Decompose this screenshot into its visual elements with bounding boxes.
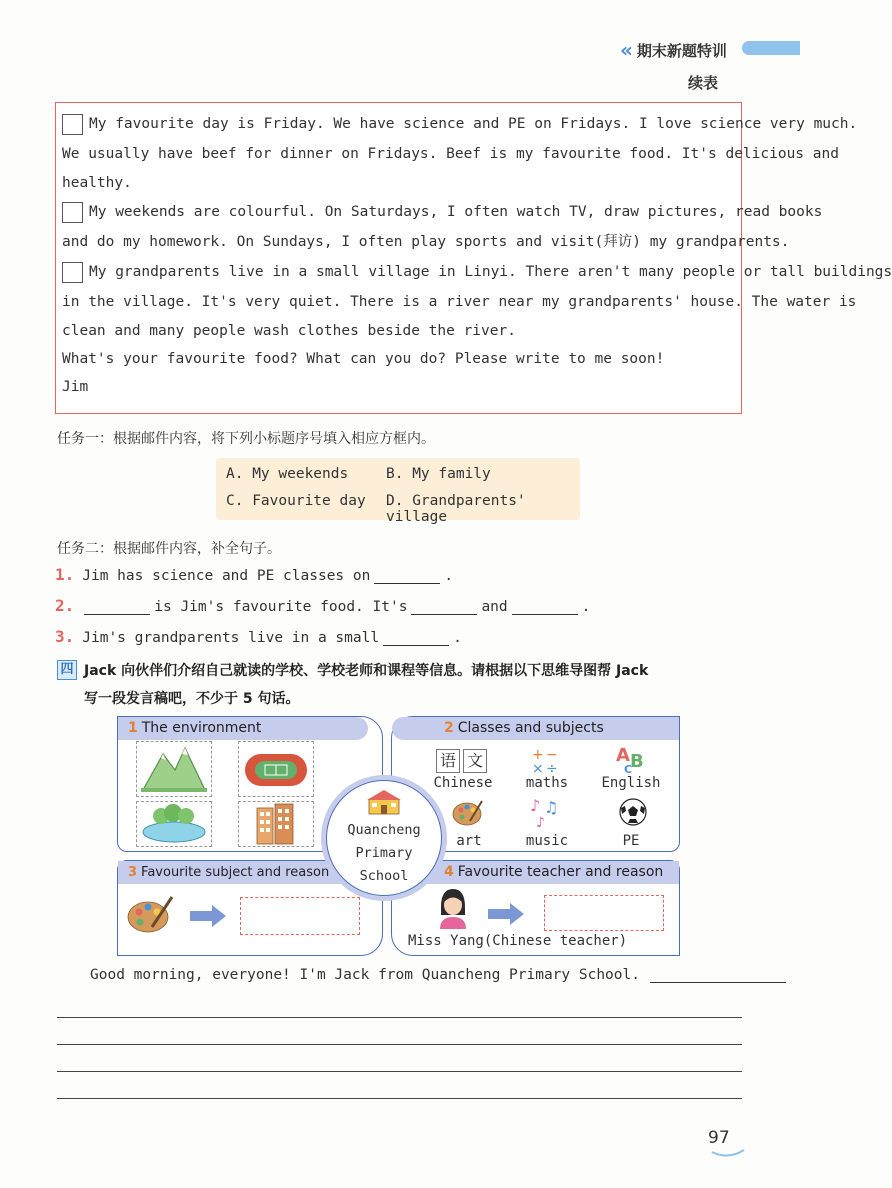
letter-line: My favourite day is Friday. We have science and PE on Fridays. I love science very much. (62, 109, 735, 139)
svg-text:+: + (532, 747, 544, 763)
heading-answer-box-3[interactable] (62, 262, 83, 283)
section-title: 期末新题特训 (636, 41, 727, 60)
school-center-node: Quancheng Primary School (326, 780, 442, 896)
email-letter-box (55, 102, 892, 414)
section4-instruction-line2: 写一段发言稿吧，不少于 5 句话。 (84, 691, 300, 707)
pond-picture (136, 801, 212, 847)
mountain-picture (136, 741, 212, 797)
panel-favourite-teacher: 4 Favourite teacher and reason Miss Yang(Chinese teacher) (391, 860, 680, 956)
writing-opening-line: Good morning, everyone! I'm Jack from Quancheng Primary School. (90, 967, 790, 983)
answer-blank[interactable] (374, 568, 440, 584)
svg-text:♪: ♪ (536, 815, 545, 831)
svg-text:A: A (616, 745, 630, 766)
letter-line: My weekends are colourful. On Saturdays, I often watch TV, draw pictures, read books (62, 197, 735, 227)
question-2: 2. is Jim's favourite food. It's and . (55, 596, 591, 615)
svg-text:♪: ♪ (530, 796, 541, 815)
pond-icon (137, 802, 211, 846)
football-icon (618, 797, 648, 827)
letter-closing: What's your favourite food? What can you do? Please write to me soon! (62, 351, 665, 367)
favourite-subject-reason-box[interactable] (240, 897, 360, 935)
subject-label: music (525, 833, 569, 849)
answer-blank[interactable] (411, 599, 477, 615)
letter-line: My grandparents live in a small village in Linyi. There aren't many people or tall buildings (62, 257, 735, 287)
music-notes-icon (530, 795, 560, 829)
option-d: D. Grandparents' village (386, 493, 526, 525)
writing-line[interactable] (57, 1044, 742, 1045)
option-c: C. Favourite day (226, 493, 366, 509)
option-a: A. My weekends (226, 466, 349, 482)
answer-blank[interactable] (84, 599, 150, 615)
writing-blank[interactable] (650, 967, 786, 983)
svg-text:C: C (624, 763, 633, 776)
maths-icon (530, 747, 560, 775)
right-arrow-icon (488, 903, 524, 925)
task2-instruction: 任务二：根据邮件内容，补全句子。 (57, 541, 281, 557)
option-b: B. My family (386, 466, 491, 482)
continued-label: 续表 (688, 74, 719, 92)
subject-label: art (456, 833, 482, 849)
svg-text:♫: ♫ (544, 798, 559, 817)
question-3: 3. Jim's grandparents live in a small . (55, 627, 462, 646)
buildings-icon (239, 802, 313, 846)
right-arrow-icon (190, 905, 226, 927)
subject-label: English (601, 775, 661, 791)
sports-field-icon (239, 742, 313, 796)
svg-text:B: B (630, 751, 644, 772)
running-header (620, 38, 727, 62)
svg-text:×: × (532, 761, 544, 777)
svg-text:÷: ÷ (546, 761, 558, 777)
art-palette-icon (126, 895, 174, 935)
letter-line: healthy. (62, 175, 132, 191)
teacher-portrait-icon (436, 887, 470, 929)
writing-line[interactable] (57, 1098, 742, 1099)
answer-blank[interactable] (512, 599, 578, 615)
favourite-teacher-reason-box[interactable] (544, 895, 664, 931)
section-four-badge: 四 (57, 660, 77, 680)
panel-environment: 1 The environment (117, 716, 383, 852)
teacher-name: Miss Yang(Chinese teacher) (408, 933, 628, 949)
letter-line: clean and many people wash clothes beside the river. (62, 323, 516, 339)
question-1: 1. Jim has science and PE classes on . (55, 565, 454, 584)
header-color-bar (742, 41, 800, 55)
double-chevron-icon: « (620, 38, 627, 62)
section4-instruction-line1: Jack 向伙伴们介绍自己就读的学校、学校老师和课程等信息。请根据以下思维导图帮 Jack (84, 663, 649, 679)
letter-line: We usually have beef for dinner on Fridays. Beef is my favourite food. It's delicious and (62, 146, 839, 162)
answer-blank[interactable] (383, 630, 449, 646)
page-swoosh-icon (712, 1148, 744, 1158)
panel-classes-subjects: 2 Classes and subjects 语 文 Chinese + − × ÷ maths A B C English art ♪ ♫ ♪ music PE (391, 716, 680, 852)
abc-blocks-icon (614, 743, 650, 775)
subject-label: Chinese (433, 775, 493, 791)
mountain-icon (137, 742, 211, 796)
school-building-icon (367, 789, 401, 815)
subject-label: PE (622, 833, 640, 849)
playground-picture (238, 741, 314, 797)
buildings-picture (238, 801, 314, 847)
svg-text:−: − (546, 747, 558, 763)
letter-line: and do my homework. On Sundays, I often play sports and visit(拜访) my grandparents. (62, 234, 790, 250)
panel-favourite-subject: 3 Favourite subject and reason (117, 860, 383, 956)
heading-answer-box-2[interactable] (62, 202, 83, 223)
subject-label: maths (525, 775, 569, 791)
letter-signature: Jim (62, 379, 89, 395)
heading-options-box (216, 458, 580, 525)
heading-answer-box-1[interactable] (62, 114, 83, 135)
art-palette-icon (452, 799, 484, 827)
writing-line[interactable] (57, 1017, 742, 1018)
page-number: 97 (708, 1128, 730, 1148)
letter-line: in the village. It's very quiet. There is a river near my grandparents' house. The water is (62, 294, 857, 310)
task1-instruction: 任务一：根据邮件内容，将下列小标题序号填入相应方框内。 (57, 431, 435, 447)
writing-line[interactable] (57, 1071, 742, 1072)
chinese-icon: 语 文 (436, 749, 487, 773)
